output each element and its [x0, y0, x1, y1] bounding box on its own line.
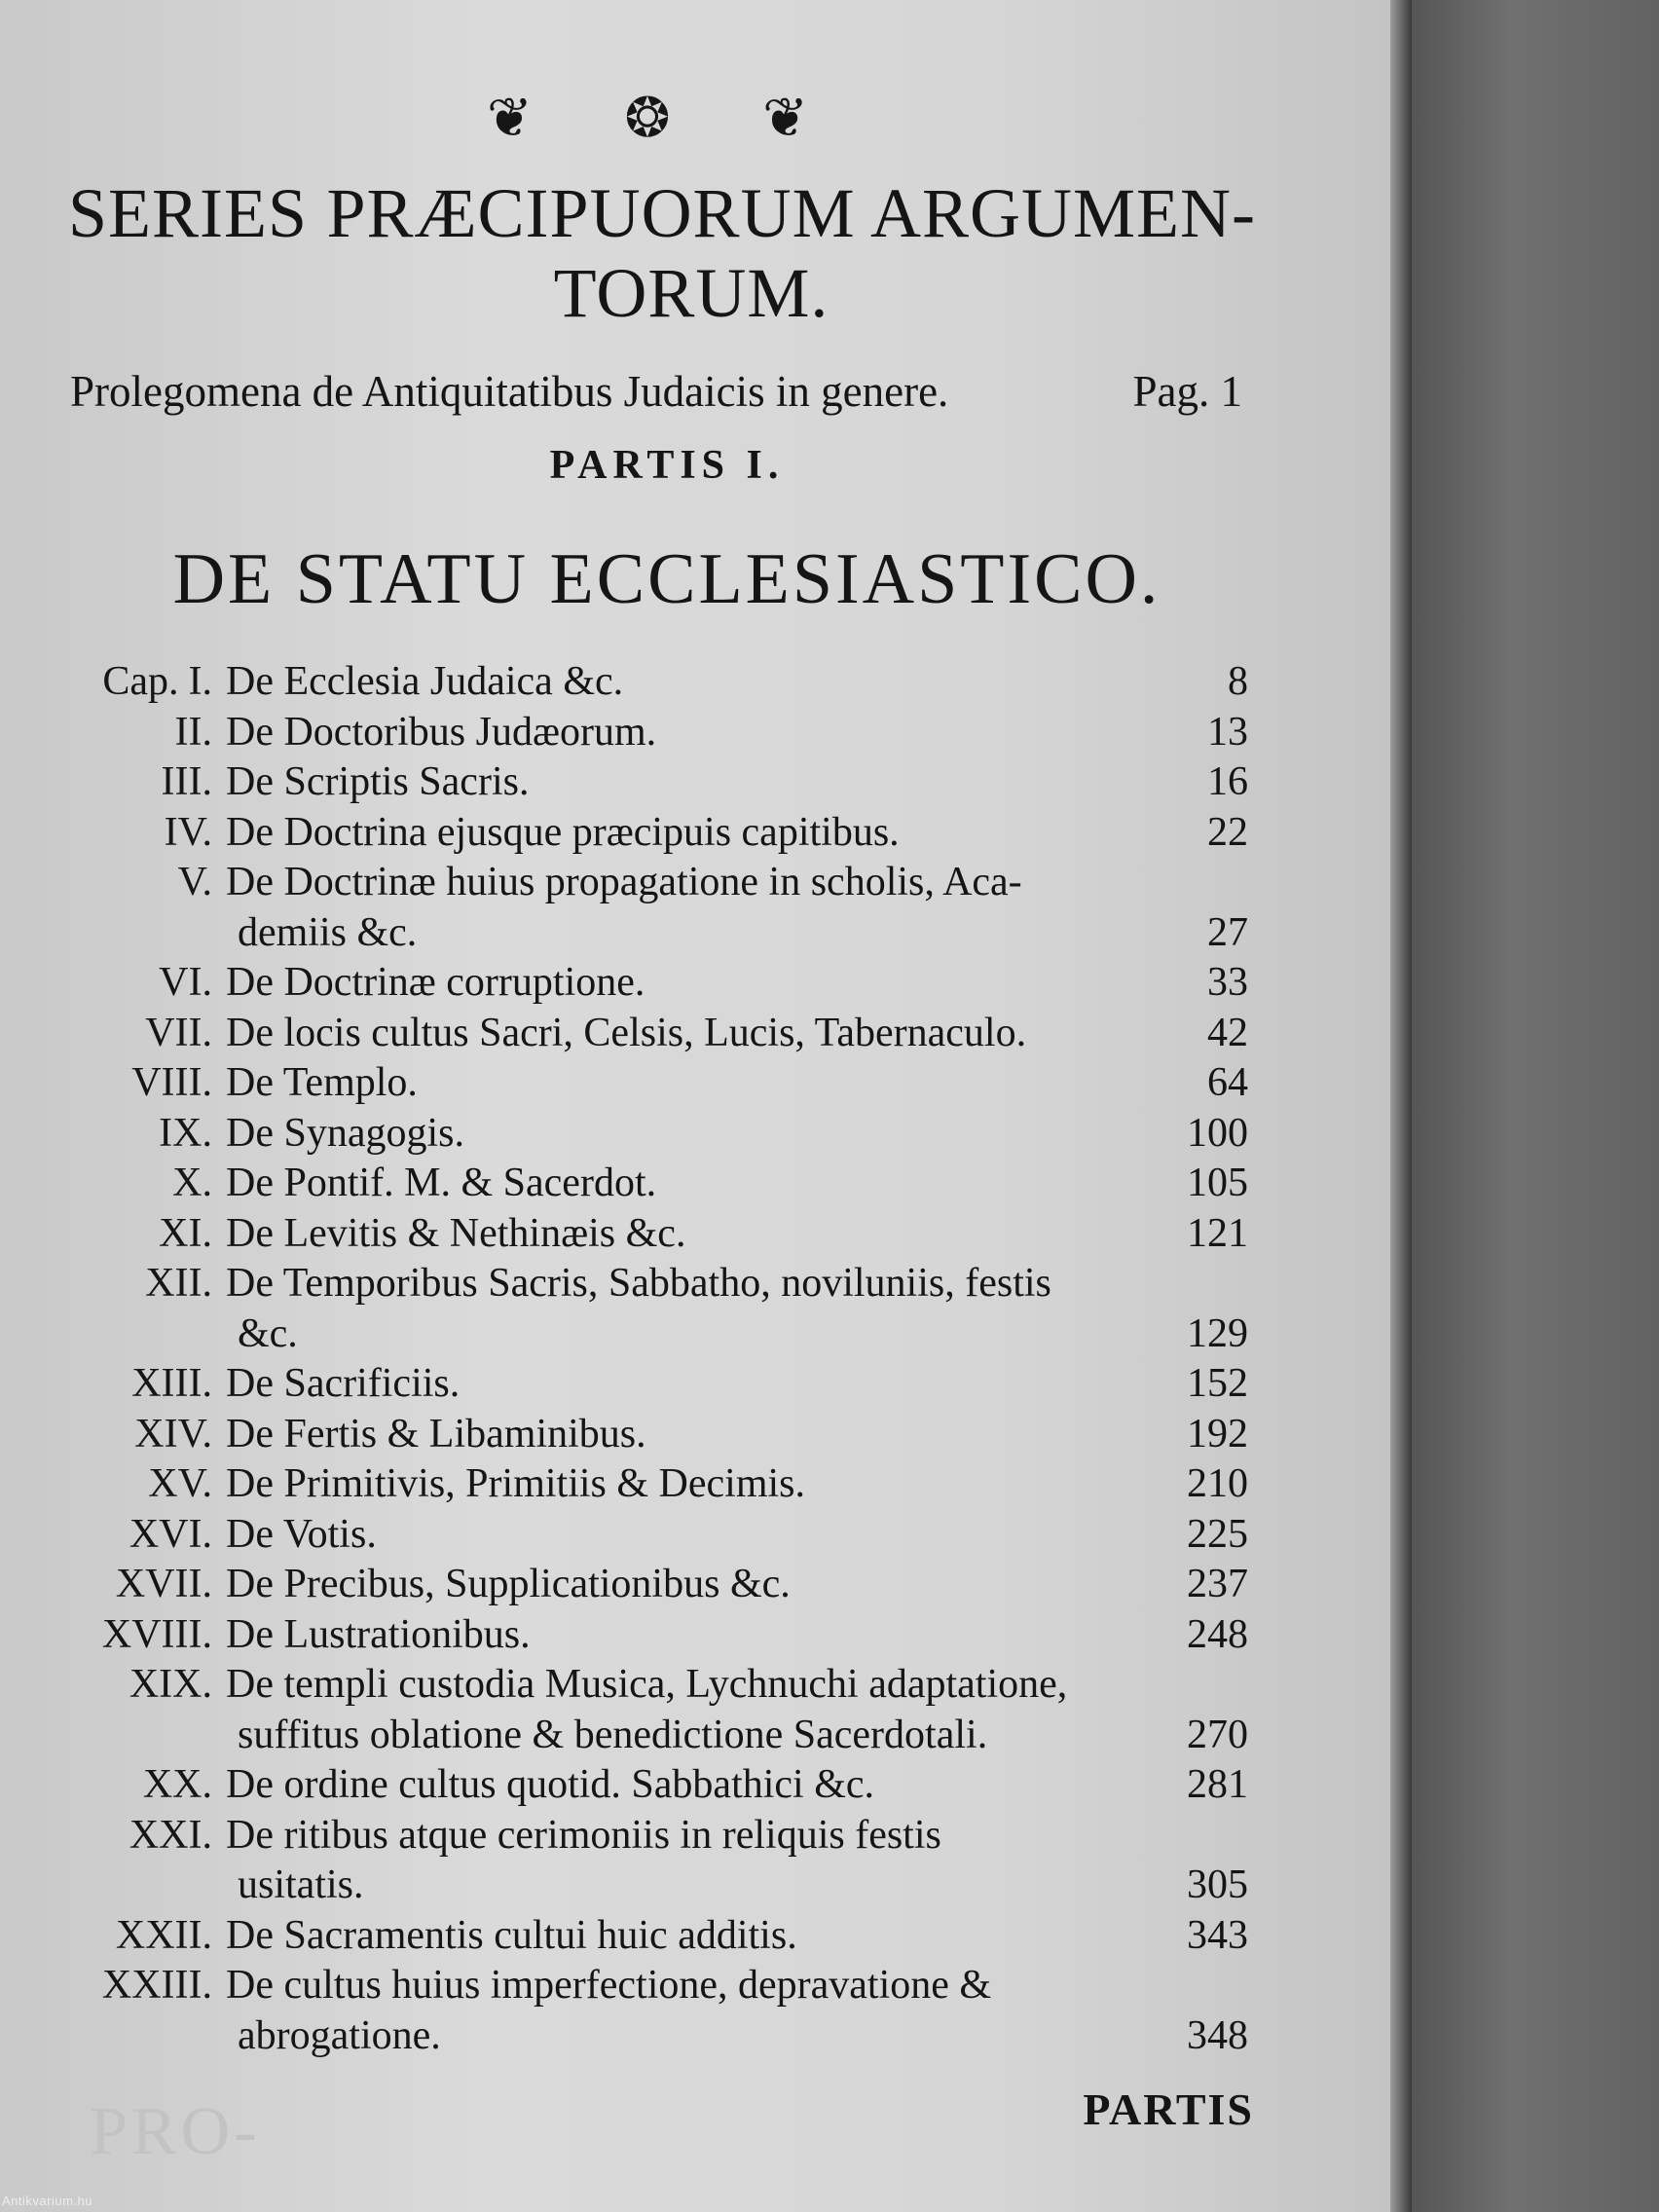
chapter-number [70, 757, 226, 808]
toc-row [70, 1610, 1248, 1661]
page-number: 270 [1187, 1712, 1248, 1757]
toc-row [70, 1109, 1248, 1160]
chapter-title: De Votis. [226, 1511, 377, 1557]
chapter-numeral: XVIII. [101, 1611, 212, 1657]
toc-row [70, 1961, 1248, 2011]
chapter-numeral: XXIII. [101, 1963, 212, 2008]
chapter-title: De Pontif. M. & Sacerdot. [226, 1161, 657, 1205]
chapter-number [70, 1510, 226, 1561]
toc-row [70, 1811, 1248, 1862]
toc-row-continuation [70, 1711, 1248, 1761]
chapter-numeral: V. [177, 860, 212, 904]
chapter-numeral: VII. [145, 1010, 212, 1055]
page-number: 8 [1228, 659, 1248, 704]
chapter-title: De Doctoribus Judæorum. [226, 709, 657, 755]
prolegomena-text: Prolegomena de Antiquitatibus Judaicis in genere. [70, 367, 949, 416]
partis-heading: PARTIS I. [549, 443, 785, 488]
chapter-title: De Fertis & Libaminibus. [226, 1411, 646, 1456]
chapter-title: De Lustrationibus. [226, 1611, 531, 1657]
chapter-number [70, 1911, 226, 1962]
chapter-number [70, 1811, 226, 1862]
page-number: 248 [1187, 1611, 1248, 1657]
fleuron-left-icon: ❦ [487, 88, 533, 149]
page-number: 237 [1187, 1562, 1248, 1606]
page-title [68, 173, 1256, 333]
chapter-number [70, 1209, 226, 1260]
toc-row [70, 1209, 1248, 1260]
page-number: 348 [1187, 2012, 1248, 2058]
toc-row [70, 1009, 1248, 1059]
chapter-title: De locis cultus Sacri, Celsis, Lucis, Tabernaculo. [226, 1010, 1027, 1055]
page-number: 192 [1187, 1411, 1248, 1456]
chapter-number [70, 1560, 226, 1610]
chapter-numeral: I. [188, 659, 212, 704]
toc-row [70, 1159, 1248, 1209]
toc-row-continuation [70, 908, 1248, 959]
toc-row [70, 1911, 1248, 1962]
page-number: 13 [1207, 709, 1248, 755]
chapter-title: De Sacramentis cultui huic additis. [226, 1912, 797, 1958]
catchword: PARTIS [1083, 2084, 1254, 2134]
book-cover-board [1412, 0, 1659, 2212]
page-number: 305 [1187, 1862, 1248, 1907]
page-number: 225 [1187, 1511, 1248, 1557]
toc-row [70, 1760, 1248, 1811]
toc-row [70, 958, 1248, 1009]
book-gutter [1390, 0, 1412, 2212]
chapter-number [70, 1058, 226, 1109]
chapter-number [70, 1610, 226, 1661]
page-number: 42 [1207, 1010, 1248, 1055]
section-heading: DE STATU ECCLESIASTICO. [172, 539, 1161, 619]
chapter-number [70, 1961, 226, 2011]
chapter-numeral: XXII. [115, 1912, 212, 1958]
chapter-numeral: XIII. [131, 1361, 212, 1406]
chapter-numeral: XIV. [134, 1411, 212, 1456]
chapter-title: De Scriptis Sacris. [226, 759, 530, 804]
chapter-number [70, 708, 226, 758]
chapter-number [70, 958, 226, 1009]
chapter-title: De Doctrinæ huius propagatione in scholis, Aca- [226, 860, 1022, 904]
toc-row-continuation [70, 2011, 1248, 2062]
chapter-number [70, 1760, 226, 1811]
page-number: 281 [1187, 1762, 1248, 1807]
toc-row [70, 1560, 1248, 1610]
chapter-numeral: II. [174, 709, 212, 755]
chapter-number [70, 1459, 226, 1510]
chapter-title: De Ecclesia Judaica &c. [226, 659, 624, 704]
page-number: 129 [1187, 1310, 1248, 1356]
chapter-title: De Synagogis. [226, 1110, 464, 1156]
chapter-title-continuation: usitatis. [238, 1862, 364, 1907]
toc-row [70, 657, 1248, 708]
page-number: 121 [1187, 1210, 1248, 1256]
chapter-numeral: XII. [145, 1261, 212, 1306]
chapter-title: De cultus huius imperfectione, depravatione & [226, 1963, 992, 2008]
page-number: 33 [1207, 960, 1248, 1005]
chapter-numeral: IX. [159, 1110, 212, 1156]
toc-row-continuation [70, 1309, 1248, 1360]
toc-row [70, 858, 1248, 908]
chapter-number [70, 808, 226, 859]
chapter-title: De ritibus atque cerimoniis in reliquis festis [226, 1812, 941, 1858]
chapter-number [70, 657, 226, 708]
chapter-numeral: XVI. [129, 1511, 212, 1557]
chapter-title-continuation: abrogatione. [238, 2012, 441, 2058]
chapter-prefix: Cap. [102, 659, 179, 704]
chapter-title: De Sacrificiis. [226, 1361, 461, 1406]
chapter-numeral: XI. [159, 1210, 212, 1256]
chapter-title: De ordine cultus quotid. Sabbathici &c. [226, 1762, 875, 1807]
page-number: 210 [1187, 1461, 1248, 1506]
page-number: 343 [1187, 1912, 1248, 1958]
chapter-title-continuation: demiis &c. [238, 909, 418, 955]
page-number: 27 [1207, 909, 1248, 955]
chapter-number [70, 1259, 226, 1309]
toc-row [70, 1259, 1248, 1309]
fleuron-right-icon: ❦ [762, 88, 808, 149]
chapter-title-continuation: &c. [238, 1310, 298, 1356]
chapter-numeral: XX. [142, 1762, 212, 1807]
page-number: 22 [1207, 809, 1248, 855]
toc-row [70, 1359, 1248, 1410]
fleuron-center-icon: ❂ [624, 88, 671, 149]
chapter-number [70, 1660, 226, 1711]
chapter-title: De templi custodia Musica, Lychnuchi adaptatione, [226, 1662, 1068, 1707]
chapter-numeral: XXI. [129, 1812, 212, 1858]
chapter-title-continuation: suffitus oblatione & benedictione Sacerdotali. [238, 1712, 988, 1757]
chapter-numeral: III. [161, 759, 212, 804]
chapter-numeral: IV. [164, 809, 212, 855]
chapter-title: De Primitivis, Primitiis & Decimis. [226, 1461, 806, 1506]
chapter-numeral: X. [172, 1161, 212, 1205]
chapter-title: De Doctrina ejusque præcipuis capitibus. [226, 809, 900, 855]
chapter-numeral: VI. [159, 960, 212, 1005]
chapter-number [70, 1410, 226, 1460]
prolegomena-page: Pag. 1 [1132, 367, 1242, 416]
chapter-title: De Temporibus Sacris, Sabbatho, noviluniis, festis [226, 1261, 1051, 1306]
toc-row [70, 1660, 1248, 1711]
chapter-number [70, 1109, 226, 1160]
toc-row [70, 1410, 1248, 1460]
chapter-title: De Precibus, Supplicationibus &c. [226, 1562, 791, 1606]
toc-row [70, 1510, 1248, 1561]
chapter-title: De Doctrinæ corruptione. [226, 960, 645, 1005]
chapter-title: De Levitis & Nethinæis &c. [226, 1210, 686, 1256]
toc-row [70, 1459, 1248, 1510]
chapter-number [70, 858, 226, 908]
toc-row [70, 757, 1248, 808]
page-number: 64 [1207, 1060, 1248, 1105]
toc-row [70, 1058, 1248, 1109]
chapter-numeral: VIII. [131, 1060, 212, 1105]
chapter-numeral: XV. [148, 1461, 212, 1506]
chapter-numeral: XVII. [115, 1562, 212, 1606]
page-number: 105 [1187, 1161, 1248, 1205]
toc-row [70, 708, 1248, 758]
chapter-number [70, 1159, 226, 1209]
page-number: 100 [1187, 1110, 1248, 1156]
toc-row [70, 808, 1248, 859]
title-line-2: TORUM. [553, 254, 830, 332]
title-line-1: SERIES PRÆCIPUORUM ARGUMEN- [68, 174, 1256, 252]
watermark: Antikvarium.hu [2, 2194, 92, 2208]
chapter-title: De Templo. [226, 1060, 418, 1105]
page-number: 16 [1207, 759, 1248, 804]
chapter-number [70, 1009, 226, 1059]
page-number: 152 [1187, 1361, 1248, 1406]
toc-row-continuation [70, 1861, 1248, 1911]
table-of-contents [70, 657, 1248, 2061]
bleed-through-text: PRO- [90, 2094, 261, 2169]
ornament-row [487, 84, 808, 152]
chapter-number [70, 1359, 226, 1410]
chapter-numeral: XIX. [129, 1662, 212, 1707]
prolegomena-line [70, 362, 1242, 421]
